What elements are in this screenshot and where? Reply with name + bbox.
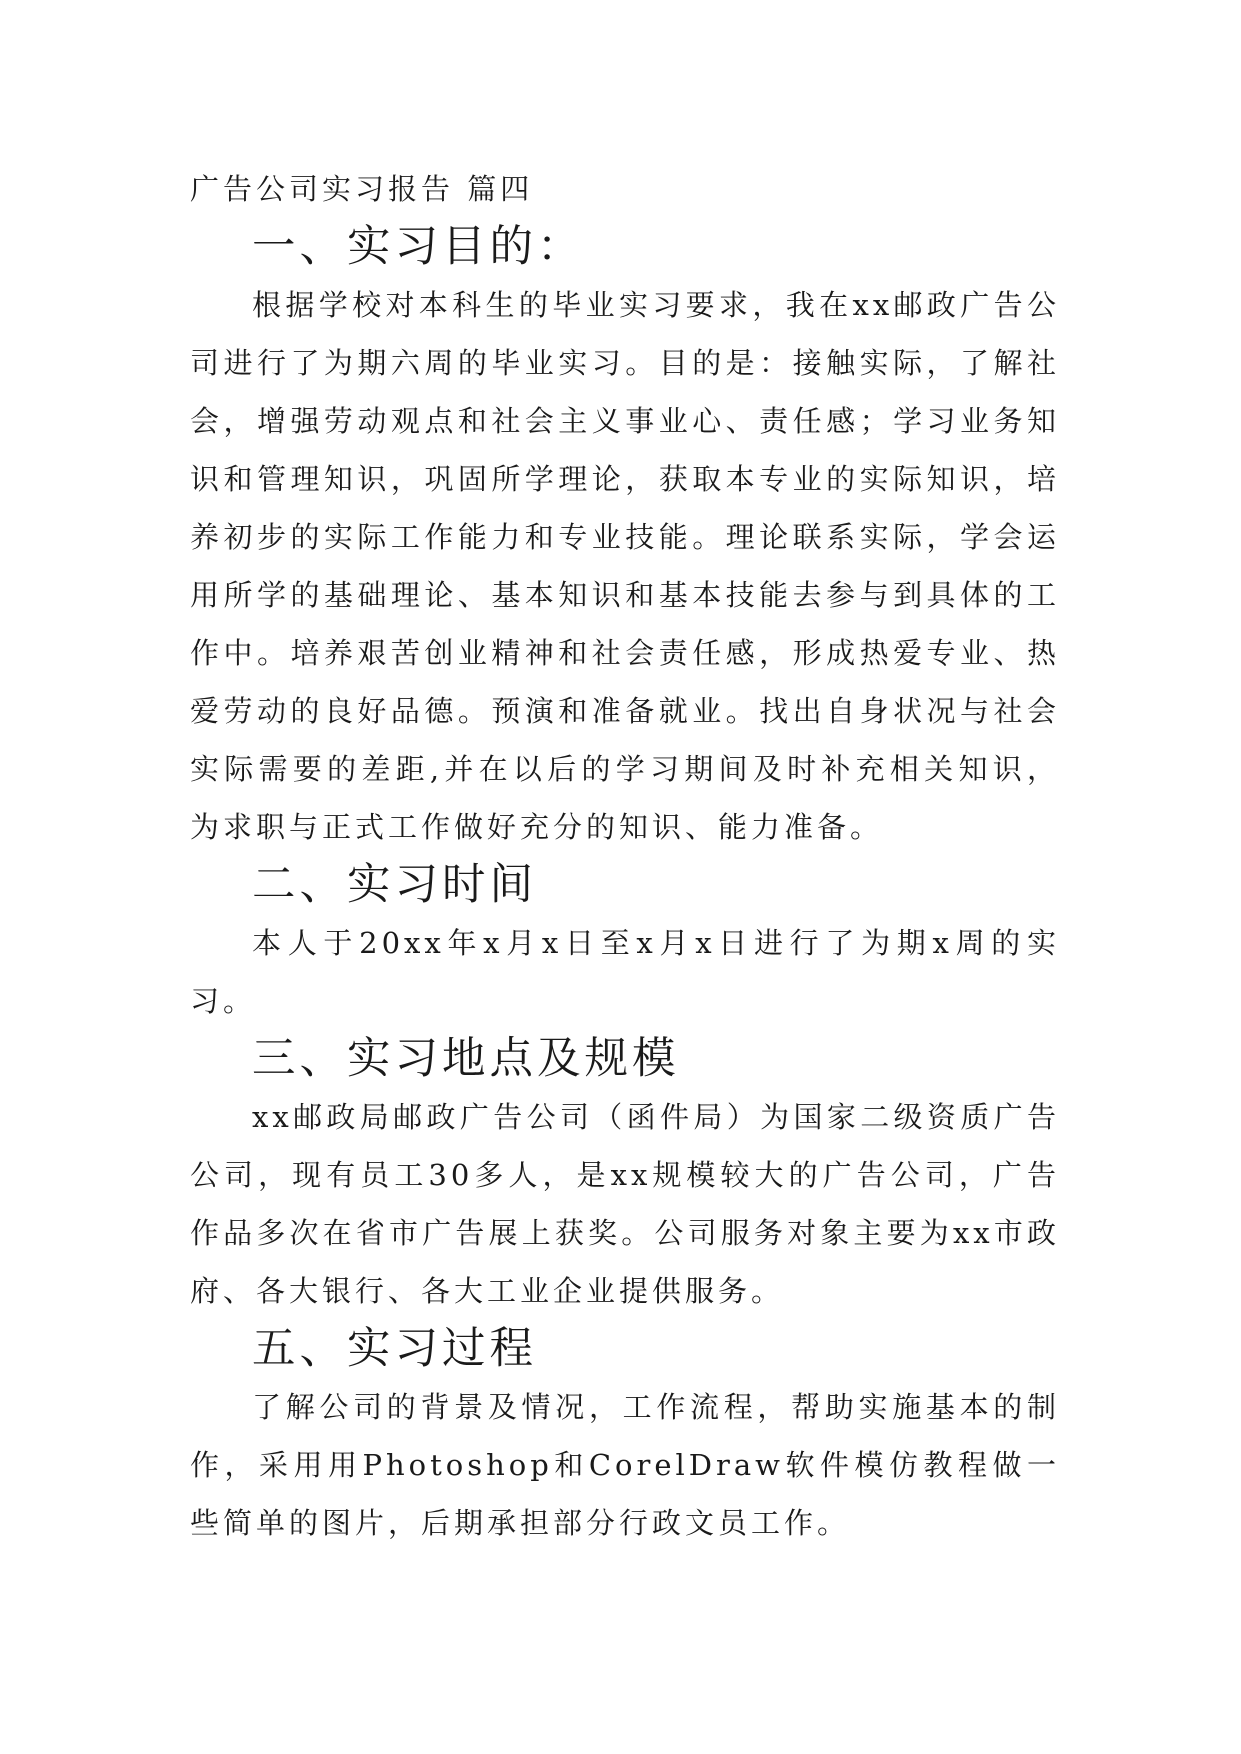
document-title: 广告公司实习报告 篇四 <box>190 172 534 206</box>
section-paragraph-time: 本人于20xx年x月x日至x月x日进行了为期x周的实习。 <box>190 926 1060 1018</box>
section-heading-process: 五、实习过程 <box>252 1324 537 1374</box>
section-heading-purpose: 一、实习目的： <box>252 222 585 272</box>
section-paragraph-process: 了解公司的背景及情况，工作流程，帮助实施基本的制作，采用用Photoshop和CorelDraw软件模仿教程做一些简单的图片，后期承担部分行政文员工作。 <box>190 1390 1060 1540</box>
document-body <box>190 160 1060 1552</box>
section-heading-location: 三、实习地点及规模 <box>252 1034 680 1084</box>
section-paragraph-purpose: 根据学校对本科生的毕业实习要求，我在xx邮政广告公司进行了为期六周的毕业实习。目的是：接触实际，了解社会，增强劳动观点和社会主义事业心、责任感；学习业务知识和管理知识，巩固所学理论，获取本专业的实际知识，培养初步的实际工作能力和专业技能。理论联系实际，学会运用所学的基础理论、基本知识和基本技能去参与到具体的工作中。培养艰苦创业精神和社会责任感，形成热爱专业、热爱劳动的良好品德。预演和准备就业。找出自身状况与社会实际需要的差距,并在以后的学习期间及时补充相关知识，为求职与正式工作做好充分的知识、能力准备。 <box>190 288 1060 844</box>
section-heading-time: 二、实习时间 <box>252 860 537 910</box>
section-paragraph-location: xx邮政局邮政广告公司（函件局）为国家二级资质广告公司，现有员工30多人，是xx规模较大的广告公司，广告作品多次在省市广告展上获奖。公司服务对象主要为xx市政府、各大银行、各大工业企业提供服务。 <box>190 1100 1060 1308</box>
